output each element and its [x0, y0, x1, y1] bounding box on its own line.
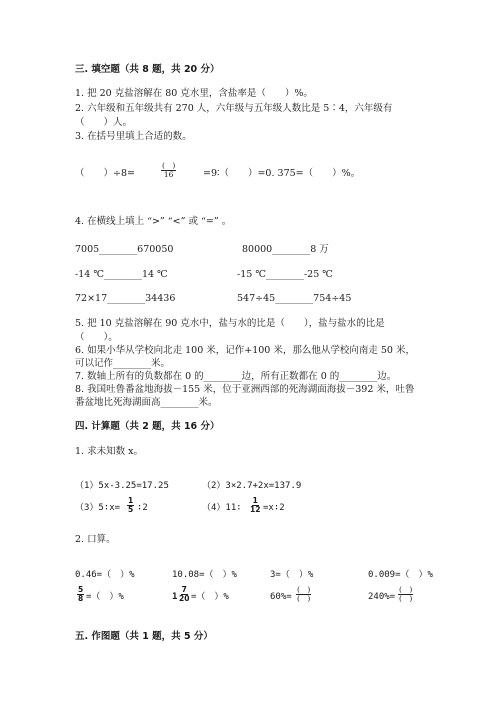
question-3-3-formula-part1: （ ）÷8=: [75, 168, 135, 179]
fraction-denominator: 16: [163, 170, 174, 179]
equation-1: （1）5x-3.25=17.25: [75, 481, 169, 491]
fraction-denominator: 8: [78, 594, 84, 603]
question-4-2: 2. 口算。: [75, 534, 116, 545]
question-3-6-line1: 6. 如果小华从学校向北走 100 米，记作+100 米，那么他从学校向南走 50 米，: [75, 345, 415, 356]
question-3-2-line1: 2. 六年级和五年级共有 270 人，六年级与五年级人数比是 5∶4，六年级有: [75, 103, 393, 114]
equation-2: （2）3×2.7+2x=137.9: [202, 481, 302, 491]
section-4-title: 四. 计算题（共 2 题，共 16 分）: [75, 421, 220, 432]
compare-row-3-right: 547÷45________754÷45: [237, 293, 352, 304]
question-3-3-formula-part2: =9∶（ ）=0. 375=（ ）%。: [203, 168, 361, 179]
fraction-denominator: ( ): [297, 594, 311, 603]
fraction-numerator: ( ): [162, 161, 176, 170]
oral-calc-6-suffix: =（ ）%: [191, 592, 229, 602]
oral-calc-8-prefix: 240%=: [368, 592, 396, 602]
fraction-numerator: 5: [78, 585, 84, 594]
oral-calc-7-fraction: [296, 586, 311, 603]
fraction-denominator: ( ): [399, 594, 413, 603]
fraction-numerator: 1: [252, 496, 258, 505]
oral-calc-3: 3=（ ）%: [270, 570, 314, 580]
question-3-6-line2: 可以记作________米。: [75, 358, 171, 369]
fraction-numerator: ( ): [399, 585, 413, 594]
question-3-2-line2: （ ）人。: [75, 117, 133, 128]
fraction-numerator: 1: [128, 496, 134, 505]
equation-3-prefix: （3）5∶x=: [75, 503, 121, 513]
oral-calc-2: 10.08=（ ）%: [172, 570, 237, 580]
oral-calc-4: 0.009=（ ）%: [368, 570, 433, 580]
question-3-8-line2: 番盆地比死海湖面高________米。: [75, 397, 218, 408]
oral-calc-7-prefix: 60%=: [270, 592, 292, 602]
oral-calc-8-fraction: [398, 586, 413, 603]
equation-4-prefix: （4）11∶: [202, 503, 242, 513]
question-3-1: 1. 把 20 克盐溶解在 80 克水里，含盐率是（ ）%。: [75, 88, 313, 99]
section-3-title: 三. 填空题（共 8 题，共 20 分）: [75, 64, 220, 75]
question-3-3: 3. 在括号里填上合适的数。: [75, 131, 192, 142]
oral-calc-6-integer: 1: [172, 592, 178, 602]
oral-calc-1: 0.46=（ ）%: [75, 570, 135, 580]
fraction-denominator: 5: [128, 505, 134, 514]
question-3-8-line1: 8. 我国吐鲁番盆地海拔－155 米，位于亚洲西部的死海湖面海拔－392 米，吐鲁: [75, 384, 415, 395]
question-3-5-line2: （ ）。: [75, 332, 118, 343]
section-5-title: 五. 作图题（共 1 题，共 5 分）: [75, 631, 213, 642]
question-3-7: 7. 数轴上所有的负数都在 0 的________边，所有正数都在 0 的________边。: [75, 371, 397, 382]
compare-row-3-left: 72×17________34436: [75, 293, 176, 304]
fraction-denominator: 12: [250, 505, 261, 514]
oral-calc-5-fraction: [77, 586, 84, 603]
equation-3-fraction: [127, 497, 134, 514]
equation-4-fraction: [250, 497, 260, 514]
question-4-1: 1. 求未知数 x。: [75, 446, 143, 457]
compare-row-2-left: -14 ℃________14 ℃: [75, 269, 168, 280]
compare-row-1-right: 80000________8 万: [242, 244, 329, 255]
compare-row-2-right: -15 ℃________-25 ℃: [237, 269, 333, 280]
fraction-numerator: 7: [181, 585, 187, 594]
question-3-4: 4. 在横线上填上 “>” “<” 或 “=” 。: [75, 216, 232, 227]
question-3-3-fraction: [161, 162, 176, 179]
fraction-denominator: 20: [179, 594, 190, 603]
equation-4-suffix: =x∶2: [263, 503, 285, 513]
question-3-5-line1: 5. 把 10 克盐溶解在 90 克水中，盐与水的比是（ ），盐与盐水的比是: [75, 318, 385, 329]
fraction-numerator: ( ): [297, 585, 311, 594]
compare-row-1-left: 7005________670050: [75, 244, 174, 255]
equation-3-suffix: ∶2: [137, 503, 148, 513]
oral-calc-5-suffix: =（ ）%: [86, 592, 124, 602]
oral-calc-6-fraction: [179, 586, 189, 603]
